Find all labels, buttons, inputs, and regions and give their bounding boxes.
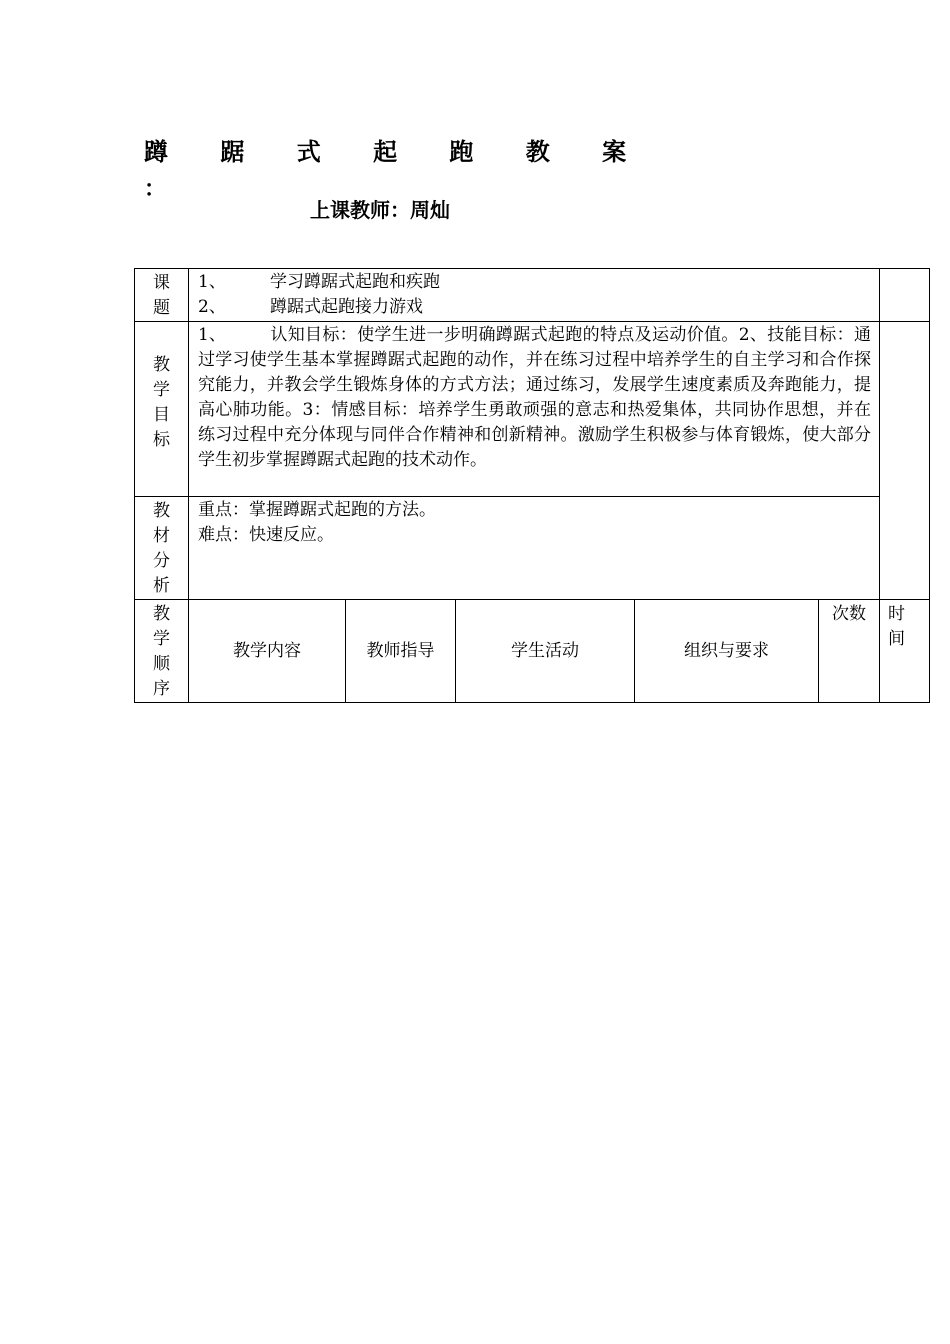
- sequence-label-cell: [135, 600, 189, 703]
- lesson-plan-table: [134, 268, 930, 703]
- topic-label: 课题: [153, 273, 170, 318]
- header-organization: 组织与要求: [635, 600, 819, 703]
- topic-label-cell: [135, 269, 189, 322]
- goals-content-cell: [189, 322, 880, 497]
- sequence-label: 教学顺序: [153, 604, 170, 699]
- goals-label: 教学目标: [153, 355, 170, 450]
- topic-item: [198, 295, 871, 320]
- header-teaching-content: 教学内容: [189, 600, 346, 703]
- teacher-line: 上课教师：周灿: [310, 198, 450, 222]
- goals-label-cell: [135, 322, 189, 497]
- header-student-activity: 学生活动: [456, 600, 635, 703]
- goals-row: [135, 322, 930, 497]
- topic-item-number: 1、: [198, 272, 226, 292]
- header-time: 时间: [888, 604, 905, 649]
- topic-item-text: 蹲踞式起跑接力游戏: [270, 297, 423, 317]
- sequence-row: [135, 600, 930, 703]
- topic-item: [198, 270, 871, 295]
- goals-number: 1、: [198, 325, 226, 345]
- header-count: 次数: [819, 600, 880, 703]
- goals-side-cell: [880, 322, 930, 600]
- analysis-difficulty: 难点：快速反应。: [198, 525, 334, 545]
- document-title: 蹲 踞 式 起 跑 教 案: [144, 137, 649, 166]
- analysis-key-point: 重点：掌握蹲踞式起跑的方法。: [198, 500, 436, 520]
- analysis-content-cell: [189, 497, 880, 600]
- analysis-label-cell: [135, 497, 189, 600]
- header-time-cell: [880, 600, 930, 703]
- topic-row: [135, 269, 930, 322]
- topic-item-text: 学习蹲踞式起跑和疾跑: [270, 272, 440, 292]
- analysis-row: [135, 497, 930, 600]
- analysis-label: 教材分析: [153, 501, 170, 596]
- title-colon: ：: [144, 176, 167, 202]
- header-teacher-guidance: 教师指导: [346, 600, 456, 703]
- topic-content-cell: [189, 269, 880, 322]
- topic-side-cell: [880, 269, 930, 322]
- goals-text: 认知目标：使学生进一步明确蹲踞式起跑的特点及运动价值。2、技能目标：通过学习使学生基本掌握蹲踞式起跑的动作，并在练习过程中培养学生的自主学习和合作探究能力，并教会学生锻炼身体的方式方法；通过练习，发展学生速度素质及奔跑能力，提高心肺功能。3：情感目标：培养学生勇敢顽强的意志和热爱集体，共同协作思想，并在练习过程中充分体现与同伴合作精神和创新精神。激励学生积极参与体育锻炼，使大部分学生初步掌握蹲踞式起跑的技术动作。: [198, 325, 871, 470]
- topic-item-number: 2、: [198, 297, 226, 317]
